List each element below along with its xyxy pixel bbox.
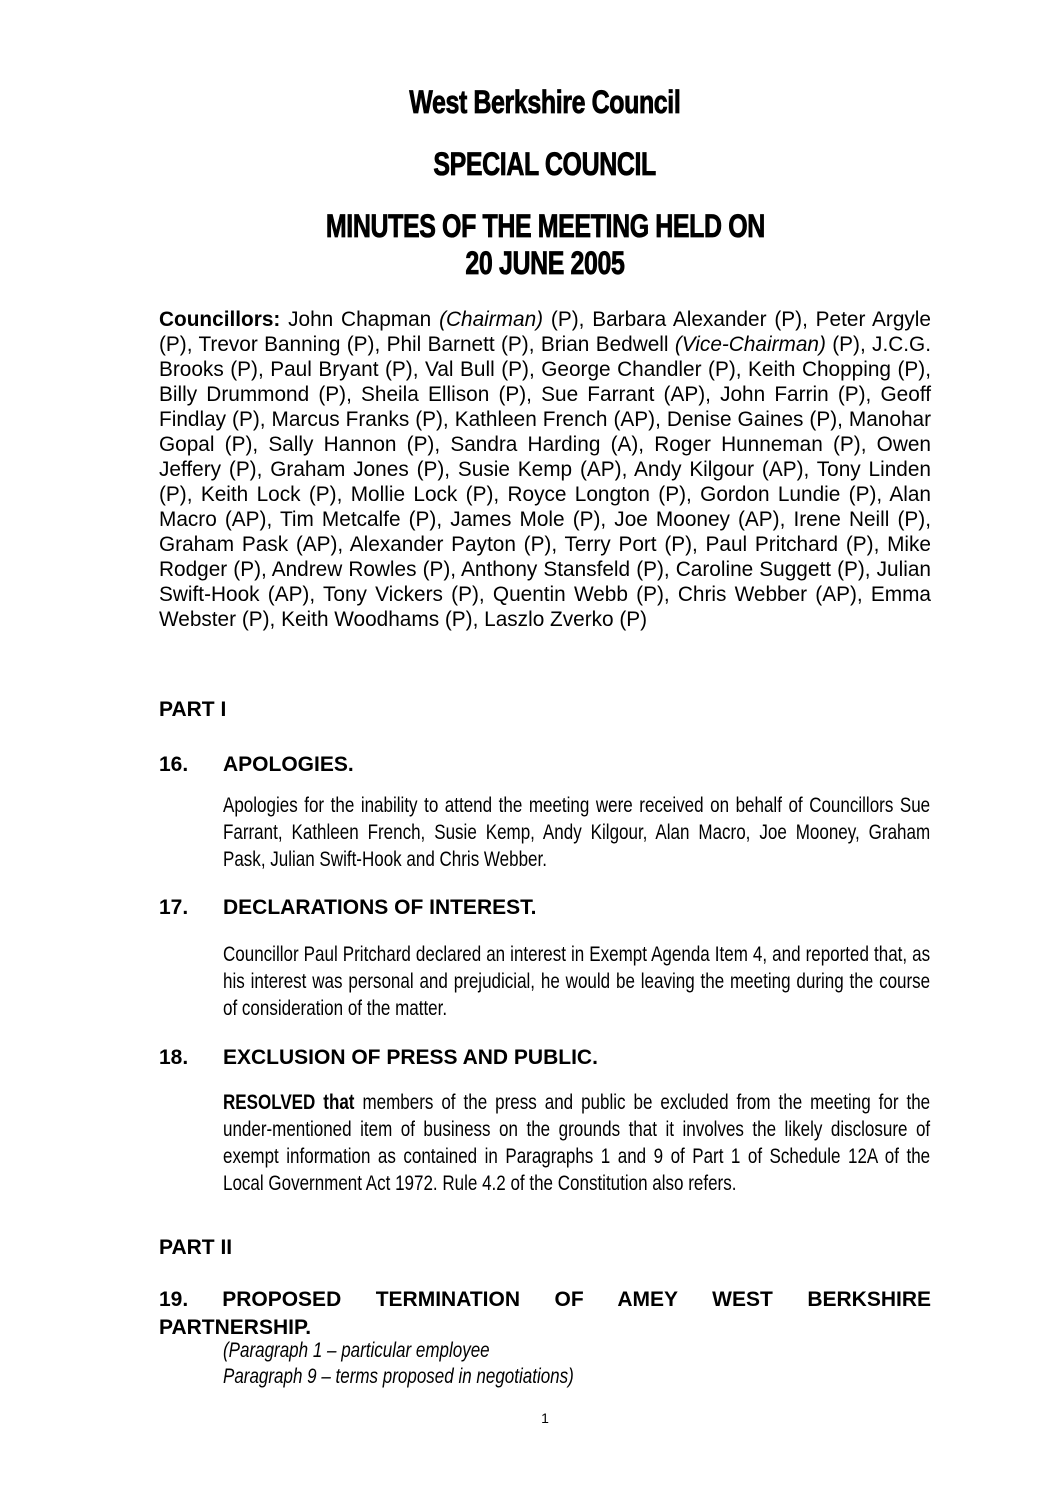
document-header [159, 84, 931, 282]
item17-body [223, 941, 930, 1022]
item16-heading [159, 752, 931, 777]
item17-heading [159, 895, 931, 920]
meeting-title-line1 [159, 208, 931, 245]
item16-body [223, 792, 930, 873]
item18-title: EXCLUSION OF PRESS AND PUBLIC. [223, 1046, 598, 1069]
item18-body [223, 1089, 930, 1197]
item18-heading [159, 1045, 931, 1070]
part2-heading: PART II [159, 1236, 233, 1259]
councillors-paragraph: Councillors: John Chapman (Chairman) (P), Barbara Alexander (P), Peter Argyle (P), Trevor Banning (P), Phil Barnett (P), Brian Bedwell (Vice-Chairman) (P), J.C.G. Brooks (P), Paul Bryant (P), Val Bull (P), George Chandler (P), Keith Chopping (P), Billy Drummond (P), Sheila Ellison (P), Sue Farrant (AP), John Farrin (P), Geoff Findlay (P), Marcus Franks (P), Kathleen French (AP), Denise Gaines (P), Manohar Gopal (P), Sally Hannon (P), Sandra Harding (A), Roger Hunneman (P), Owen Jeffery (P), Graham Jones (P), Susie Kemp (AP), Andy Kilgour (AP), Tony Linden (P), Keith Lock (P), Mollie Lock (P), Royce Longton (P), Gordon Lundie (P), Alan Macro (AP), Tim Metcalfe (P), James Mole (P), Joe Mooney (AP), Irene Neill (P), Graham Pask (AP), Alexander Payton (P), Terry Port (P), Paul Pritchard (P), Mike Rodger (P), Andrew Rowles (P), Anthony Stansfeld (P), Caroline Suggett (P), Julian Swift-Hook (AP), Tony Vickers (P), Quentin Webb (P), Chris Webber (AP), Emma Webster (P), Keith Woodhams (P), Laszlo Zverko (P) [159, 308, 931, 631]
special-council-subtitle-text: SPECIAL COUNCIL [433, 146, 657, 182]
item18-body-text: RESOLVED that members of the press and public be excluded from the meeting for the under-mentioned item of business on the grounds that it involves the likely disclosure of exempt information as contained in Paragraphs 1 and 9 of Part 1 of Schedule 12A of the Local Government Act 1972. Rule 4.2 of the Constitution also refers. [223, 1091, 931, 1195]
item16-body-text: Apologies for the inability to attend the meeting were received on behalf of Councillors Sue Farrant, Kathleen French, Susie Kemp, Andy Kilgour, Alan Macro, Joe Mooney, Graham Pask, Julian Swift-Hook and Chris Webber. [223, 794, 931, 871]
special-council-subtitle [159, 146, 931, 183]
council-title-text: West Berkshire Council [409, 84, 681, 120]
item16-title: APOLOGIES. [223, 753, 354, 776]
item17-title: DECLARATIONS OF INTEREST. [223, 896, 537, 919]
item19-heading [159, 1286, 931, 1342]
item17-number: 17. [159, 896, 189, 919]
council-title [159, 84, 931, 121]
meeting-title-line2 [159, 245, 931, 282]
item19-title: PROPOSED TERMINATION OF AMEY WEST BERKSHIRE PARTNERSHIP. [159, 1288, 931, 1339]
meeting-title-line2-text: 20 JUNE 2005 [465, 245, 625, 281]
item19-notes [223, 1338, 656, 1389]
item19-number: 19. [159, 1288, 189, 1311]
item18-number: 18. [159, 1046, 189, 1069]
item19-note-line2: Paragraph 9 – terms proposed in negotiations) [223, 1364, 574, 1388]
item16-number: 16. [159, 753, 189, 776]
item17-body-text: Councillor Paul Pritchard declared an interest in Exempt Agenda Item 4, and reported that, as his interest was personal and prejudicial, he would be leaving the meeting during the course of consideration of the matter. [223, 943, 931, 1020]
item19-note-line1: (Paragraph 1 – particular employee [223, 1339, 490, 1362]
part1-heading: PART I [159, 698, 227, 721]
meeting-title-line1-text: MINUTES OF THE MEETING HELD ON [325, 208, 765, 244]
page-number: 1 [541, 1410, 549, 1426]
